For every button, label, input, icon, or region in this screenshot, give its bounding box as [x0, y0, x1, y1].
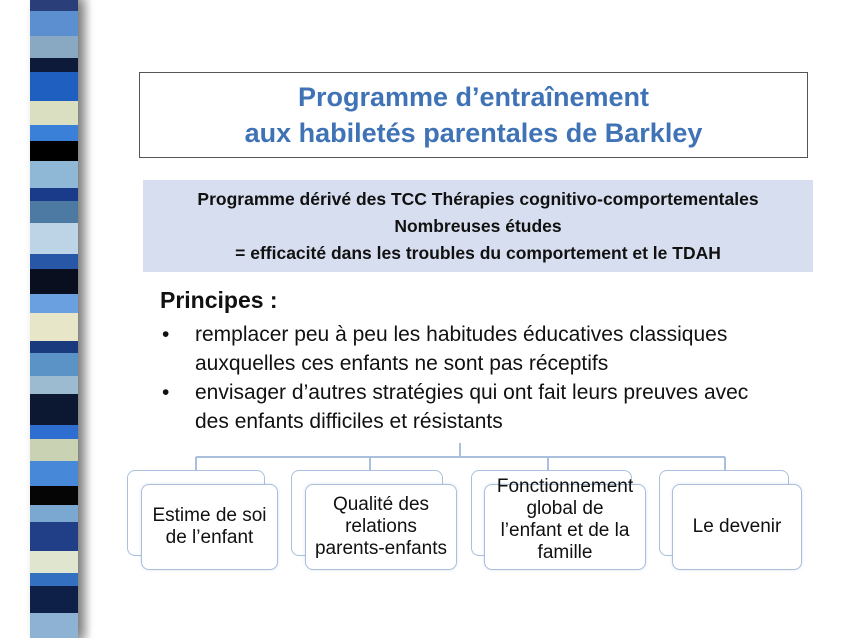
- stripe-segment: [30, 394, 78, 426]
- card-relations-quality: [305, 484, 457, 570]
- stripe-segment: [30, 161, 78, 188]
- principles-section: [160, 283, 820, 437]
- bullet-icon: •: [162, 381, 170, 404]
- card-global-functioning: [484, 476, 646, 570]
- stripe-segment: [30, 101, 78, 125]
- card-text-line: parents-enfants: [314, 538, 448, 559]
- stripe-segment: [30, 125, 78, 141]
- slide-title: [139, 72, 808, 158]
- stripe-segment: [30, 551, 78, 573]
- card-text-line: Estime de soi: [152, 505, 267, 526]
- stripe-segment: [30, 11, 78, 37]
- card-text-line: global de: [526, 498, 604, 519]
- bullet-text-line: auxquelles ces enfants ne sont pas réceptifs: [195, 351, 609, 375]
- card-text-line: relations: [345, 516, 417, 537]
- principles-list: [160, 321, 820, 436]
- stripe-segment: [30, 486, 78, 505]
- stripe-segment: [30, 294, 78, 313]
- stripe-segment: [30, 141, 78, 161]
- stripe-segment: [30, 58, 78, 72]
- stripe-segment: [30, 0, 78, 11]
- stripe-segment: [30, 72, 78, 101]
- info-line-3: = efficacité dans les troubles du comportement et le TDAH: [235, 242, 721, 263]
- card-self-esteem: [141, 484, 278, 570]
- info-line-2: Nombreuses études: [394, 215, 562, 236]
- stripe-segment: [30, 461, 78, 487]
- card-text-line: famille: [537, 542, 593, 563]
- bullet-text-line: envisager d’autres stratégies qui ont fait leurs preuves avec: [195, 381, 749, 404]
- bullet-text-line: remplacer peu à peu les habitudes éducatives classiques: [195, 323, 728, 346]
- list-item: [160, 321, 820, 378]
- stripe-segment: [30, 223, 78, 254]
- stripe-segment: [30, 586, 78, 613]
- title-line-2: aux habiletés parentales de Barkley: [244, 118, 703, 148]
- stripe-segment: [30, 36, 78, 57]
- stripe-segment: [30, 254, 78, 269]
- stripe-segment: [30, 439, 78, 460]
- info-line-1: Programme dérivé des TCC Thérapies cognitivo-comportementales: [197, 188, 759, 209]
- card-text-line: Qualité des: [332, 494, 430, 515]
- stripe-segment: [30, 341, 78, 353]
- stripe-segment: [30, 573, 78, 586]
- principles-heading: Principes :: [160, 287, 278, 313]
- stripe-segment: [30, 613, 78, 638]
- stripe-segment: [30, 201, 78, 223]
- title-line-1: Programme d’entraînement: [297, 82, 650, 112]
- card-text-line: Fonctionnement: [496, 476, 634, 497]
- stripe-segment: [30, 376, 78, 394]
- decorative-stripe-bar: [30, 0, 78, 638]
- info-box: [143, 180, 813, 272]
- stripe-segment: [30, 353, 78, 377]
- card-text-line: l’enfant et de la: [500, 520, 630, 541]
- card-future: [672, 484, 802, 570]
- stripe-bar-shadow: [78, 0, 92, 638]
- bullet-text-line: des enfants difficiles et résistants: [195, 409, 503, 433]
- stripe-segment: [30, 188, 78, 201]
- stripe-segment: [30, 505, 78, 521]
- card-text-line: de l’enfant: [165, 527, 254, 548]
- stripe-segment: [30, 313, 78, 341]
- bullet-icon: •: [162, 323, 170, 346]
- stripe-segment: [30, 425, 78, 439]
- stripe-segment: [30, 522, 78, 551]
- stripe-segment: [30, 269, 78, 294]
- list-item: [160, 379, 820, 436]
- card-text-line: Le devenir: [692, 516, 782, 537]
